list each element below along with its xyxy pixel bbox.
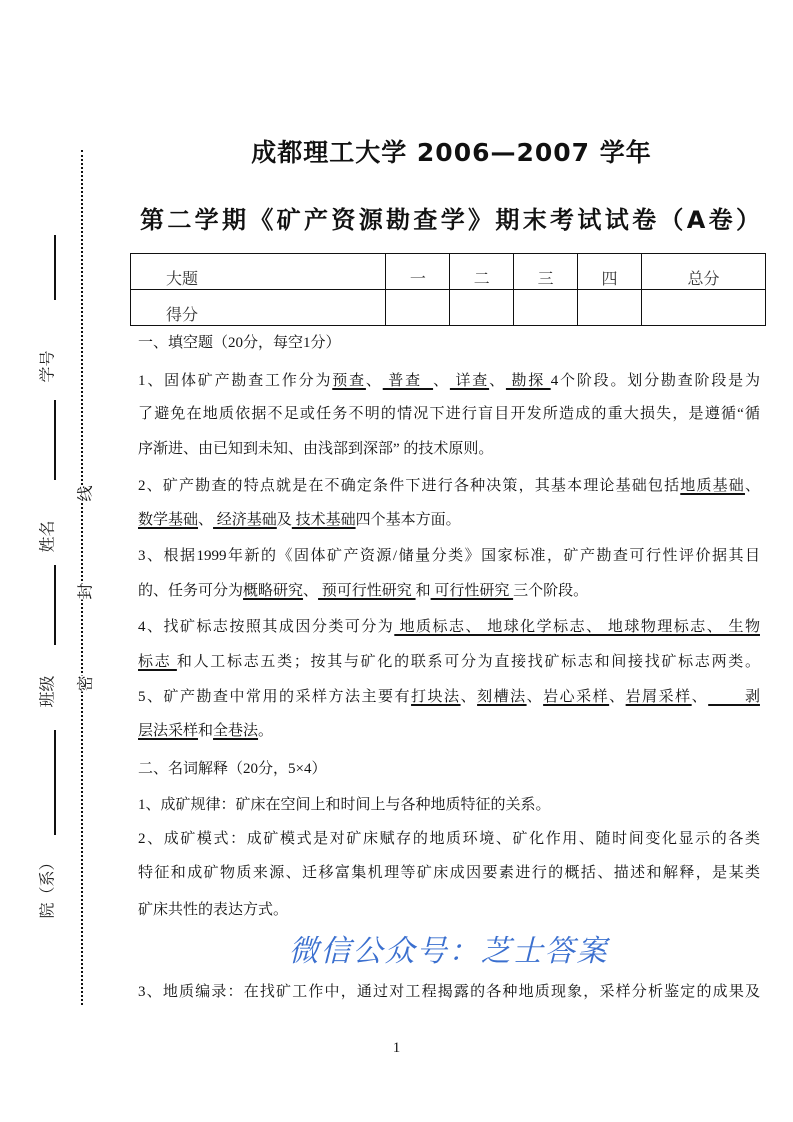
text-line: [138, 476, 760, 496]
class-blank: [54, 565, 56, 645]
score-cell: [514, 290, 578, 326]
text-line: [138, 333, 760, 353]
text-line: [138, 863, 760, 883]
text-segment: 和人工标志五类；按其与矿化的联系可分为直接找矿标志和间接找矿标志两类。: [176, 654, 760, 670]
text-segment: 和: [198, 723, 214, 739]
watermark: 微信公众号：芝士答案: [288, 934, 609, 969]
answer-fill: 预查: [332, 373, 366, 389]
text-line: [138, 829, 760, 849]
text-segment: 、: [609, 689, 626, 705]
score-cell: [386, 290, 450, 326]
text-segment: 、: [198, 512, 214, 528]
text-segment: 。: [258, 723, 274, 739]
answer-fill: 标志: [138, 654, 177, 670]
text-line: [138, 581, 760, 601]
text-segment: 4、找矿标志按照其成因分类可分为: [138, 619, 395, 635]
name-label: 姓名: [39, 520, 57, 553]
answer-fill: 刻槽法: [477, 689, 527, 705]
text-segment: 、: [489, 373, 506, 389]
text-line: [138, 371, 760, 391]
text-segment: 三个阶段。: [513, 583, 589, 599]
score-table-header-row: [131, 254, 766, 290]
text-segment: 、: [460, 689, 478, 705]
answer-fill: 可行性研究: [430, 583, 514, 599]
answer-fill: 岩屑采样: [625, 689, 692, 705]
text-segment: 一、填空题（20分，每空1分）: [138, 335, 341, 351]
text-line: [138, 404, 760, 424]
text-segment: 二、名词解释（20分，5×4）: [138, 761, 327, 777]
text-segment: 3、地质编录：在找矿工作中，通过对工程揭露的各种地质现象，采样分析鉴定的成果及: [138, 984, 760, 1000]
text-segment: 和: [415, 583, 431, 599]
answer-fill: 剥: [708, 689, 760, 705]
text-segment: 四个基本方面。: [355, 512, 461, 528]
department-blank: [54, 730, 56, 835]
text-line: [138, 721, 760, 741]
text-line: [138, 982, 760, 1002]
text-segment: 2、成矿模式：成矿模式是对矿床赋存的地质环境、矿化作用、随时间变化显示的各类: [138, 831, 760, 847]
text-line: [138, 546, 760, 566]
cell: 得分: [131, 290, 386, 326]
text-segment: 序渐进、由已知到未知、由浅部到深部” 的技术原则。: [138, 441, 494, 457]
text-line: [138, 439, 760, 459]
text-segment: 2、矿产勘查的特点就是在不确定条件下进行各种决策，其基本理论基础包括: [138, 478, 681, 494]
cell: 四: [578, 254, 642, 290]
cell: 三: [514, 254, 578, 290]
page-number: 1: [392, 1040, 401, 1056]
text-line: [138, 900, 760, 920]
cell: 大题: [131, 254, 386, 290]
text-line: [138, 617, 760, 637]
cell: 一: [386, 254, 450, 290]
answer-fill: 地质基础: [680, 478, 745, 494]
class-label: 班级: [39, 675, 57, 708]
text-line: [138, 652, 760, 672]
text-segment: 了避免在地质依据不足或任务不明的情况下进行盲目开发所造成的重大损失，是遵循“循: [138, 406, 760, 422]
text-line: [138, 687, 760, 707]
text-segment: 、: [744, 478, 760, 494]
answer-fill: 预可行性研究: [318, 583, 416, 599]
student-id-label: 学号: [39, 350, 57, 383]
text-segment: 3、根据1999年新的《固体矿产资源/储量分类》国家标准，矿产勘查可行性评价据其目: [138, 548, 760, 564]
seal-word-xian: 线: [71, 485, 98, 501]
answer-fill: 概略研究: [243, 583, 304, 599]
answer-fill: 数学基础: [138, 512, 199, 528]
score-table: [130, 253, 766, 326]
name-blank: [54, 400, 56, 480]
text-segment: 矿床共性的表达方式。: [138, 902, 289, 918]
seal-word-mi: 密: [71, 675, 98, 691]
answer-fill: 经济基础: [213, 512, 277, 528]
score-table-score-row: [131, 290, 766, 326]
text-segment: 1、成矿规律：矿床在空间上和时间上与各种地质特征的关系。: [138, 797, 551, 813]
text-segment: 1、固体矿产勘查工作分为: [138, 373, 333, 389]
score-cell: [641, 290, 765, 326]
answer-fill: 技术基础: [291, 512, 356, 528]
department-label: 院（系）: [39, 854, 57, 919]
binding-dotted-line: [81, 150, 83, 1005]
exam-subtitle: 第二学期《矿产资源勘查学》期末考试试卷（A卷）: [140, 206, 760, 234]
text-line: [138, 795, 760, 815]
text-line: [138, 510, 760, 530]
answer-fill: 普查: [382, 373, 434, 389]
exam-title: 成都理工大学 2006—2007 学年: [251, 138, 652, 167]
text-segment: 及: [276, 512, 292, 528]
text-segment: 特征和成矿物质来源、迁移富集机理等矿床成因要素进行的概括、描述和解释，是某类: [138, 865, 760, 881]
text-segment: 、: [365, 373, 383, 389]
text-segment: 5、矿产勘查中常用的采样方法主要有: [138, 689, 412, 705]
answer-fill: 地质标志、 地球化学标志、 地球物理标志、 生物: [394, 619, 760, 635]
answer-fill: 详查: [449, 373, 490, 389]
answer-fill: 打块法: [411, 689, 461, 705]
score-cell: [578, 290, 642, 326]
text-segment: 4个阶段。划分勘查阶段是为: [550, 373, 760, 389]
text-segment: 、: [303, 583, 319, 599]
score-cell: [450, 290, 514, 326]
student-id-blank: [54, 235, 56, 300]
text-line: [138, 759, 760, 779]
answer-fill: 层法采样: [138, 723, 199, 739]
answer-fill: 勘探: [505, 373, 551, 389]
answer-fill: 岩心采样: [543, 689, 610, 705]
cell: 总分: [641, 254, 765, 290]
answer-fill: 全巷法: [213, 723, 259, 739]
cell: 二: [450, 254, 514, 290]
seal-word-feng: 封: [71, 583, 98, 599]
text-segment: 的、任务可分为: [138, 583, 244, 599]
text-segment: 、: [433, 373, 450, 389]
text-segment: 、: [526, 689, 544, 705]
text-segment: 、: [691, 689, 709, 705]
